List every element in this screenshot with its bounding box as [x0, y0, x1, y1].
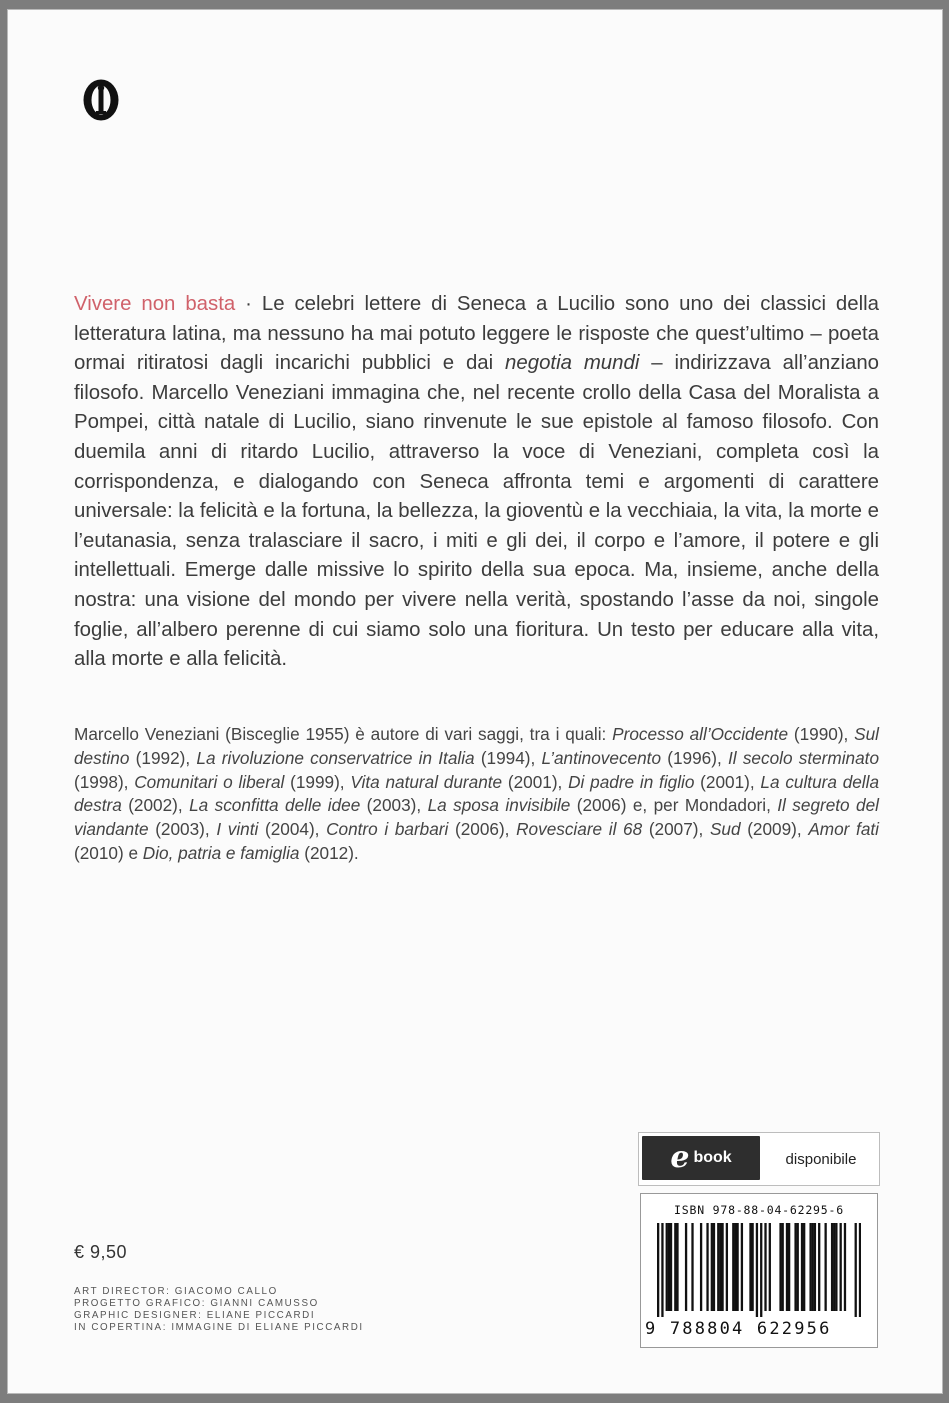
ebook-word: book	[693, 1149, 732, 1166]
barcode-bar	[661, 1223, 663, 1317]
work-title: Il secolo sterminato	[727, 747, 879, 768]
synopsis-text-1: Le celebri lettere di Seneca a Lucilio sono uno dei classici della letteratura latina, ma nessuno ha mai potuto leggere le risposte che quest’ultimo – poeta ormai ritiratosi dagli incarichi pubblici e dai	[74, 293, 879, 375]
work-title: L’antinovecento	[541, 747, 662, 768]
title-separator: ·	[235, 293, 262, 315]
book-back-cover	[8, 10, 942, 1393]
barcode-bar	[719, 1223, 721, 1311]
barcode-bar	[855, 1223, 857, 1317]
work-year: (1999),	[284, 771, 351, 792]
barcode-bar	[691, 1223, 693, 1311]
barcode-bars	[657, 1223, 861, 1317]
work-year: (2010) e	[74, 842, 143, 863]
barcode-bar	[764, 1223, 766, 1311]
isbn-label: ISBN 978-88-04-62295-6	[674, 1203, 844, 1217]
work-title: Sul destino	[74, 724, 879, 768]
work-year: (2004),	[258, 819, 327, 840]
credit-art-director: ART DIRECTOR: GIACOMO CALLO	[74, 1286, 278, 1297]
barcode-bar	[706, 1223, 708, 1311]
work-title: Di padre in figlio	[568, 771, 695, 792]
work-year: (1996),	[661, 747, 728, 768]
work-title: Il segreto del viandante	[74, 795, 879, 840]
barcode-bar	[835, 1223, 837, 1311]
barcode-bar	[676, 1223, 678, 1311]
barcode-bar	[670, 1223, 672, 1311]
barcode-bar	[814, 1223, 816, 1311]
barcode-bar	[831, 1223, 833, 1311]
author-bio	[74, 723, 879, 866]
ebook-e-letter: e	[670, 1140, 690, 1175]
work-year: (2002),	[121, 795, 190, 816]
credit-graphic-designer: GRAPHIC DESIGNER: ELIANE PICCARDI	[74, 1310, 316, 1321]
synopsis-italic: negotia mundi	[505, 352, 640, 375]
work-title: Vita natural durante	[350, 771, 503, 792]
barcode-bar	[756, 1223, 758, 1317]
work-year: (2001),	[502, 771, 569, 792]
work-title: Processo all’Occidente	[612, 724, 789, 744]
barcode-bar	[666, 1223, 668, 1311]
barcode-bar	[749, 1223, 751, 1311]
barcode-bar	[734, 1223, 736, 1311]
credit-graphic-project: PROGETTO GRAFICO: GIANNI CAMUSSO	[74, 1298, 319, 1309]
work-year: (1990),	[788, 724, 855, 744]
work-title: I vinti	[216, 819, 259, 840]
work-year: (1992),	[129, 747, 197, 768]
barcode-bar	[674, 1223, 676, 1311]
barcode-bar	[786, 1223, 788, 1311]
work-year: (2001),	[694, 771, 761, 792]
barcode-bar	[824, 1223, 826, 1311]
barcode-bar	[713, 1223, 715, 1311]
barcode-bar	[788, 1223, 790, 1311]
barcode-bar	[741, 1223, 743, 1311]
work-title: Contro i barbari	[326, 819, 449, 840]
ebook-availability: disponibile	[785, 1150, 857, 1168]
work-year: (2012).	[299, 842, 359, 863]
work-title: La sconfitta delle idee	[189, 795, 361, 816]
barcode-bar	[840, 1223, 842, 1311]
work-year: (2006) e, per Mondadori,	[570, 795, 778, 816]
barcode-bar	[700, 1223, 702, 1311]
isbn-barcode	[640, 1193, 878, 1348]
credit-cover-image: IN COPERTINA: IMMAGINE DI ELIANE PICCARDI	[74, 1322, 364, 1333]
credits	[74, 1286, 364, 1334]
barcode-bar	[809, 1223, 811, 1311]
book-title: Vivere non basta	[74, 293, 236, 315]
barcode-bar	[797, 1223, 799, 1311]
work-title: Rovesciare il 68	[516, 819, 643, 840]
work-year: (2009),	[740, 819, 809, 840]
barcode-bar	[801, 1223, 803, 1311]
work-year: (1994),	[474, 747, 542, 768]
barcode-bar	[794, 1223, 796, 1311]
barcode-bar	[717, 1223, 719, 1311]
barcode-bar	[859, 1223, 861, 1317]
barcode-bar	[803, 1223, 805, 1311]
barcode-bar	[726, 1223, 728, 1311]
ebook-logo	[642, 1136, 760, 1180]
ebook-badge	[638, 1132, 880, 1186]
work-title: Comunitari o liberal	[134, 771, 285, 792]
work-title: La rivoluzione conservatrice in Italia	[196, 747, 475, 768]
work-year: (2006),	[448, 819, 517, 840]
work-title: La sposa invisibile	[427, 795, 571, 816]
barcode-digits: 9 788804 622956	[645, 1319, 832, 1339]
barcode-bar	[736, 1223, 738, 1311]
work-title: Amor fati	[808, 819, 879, 840]
work-title: Sud	[709, 819, 741, 840]
synopsis-text-2: – indirizzava all’anziano filosofo. Marcello Veneziani immagina che, nel recente crollo della Casa del Moralista a Pompei, città natale di Lucilio, siano rinvenute le sue epistole al famoso filosofo. Con duemila anni di ritardo Lucilio, attraverso la voce di Veneziani, completa così la corrispondenza, e dialogando con Seneca affronta temi e argomenti di carattere universale: la felicità e la fortuna, la bellezza, la gioventù e la vecchiaia, la vita, la morte e l’eutanasia, senza tralasciare il sacro, i miti e gli dei, il corpo e l’amore, il potere e gli intellettuali. Emerge dalle missive lo spirito della sua epoca. Ma, insieme, anche della nostra: una visione del mondo per vivere nella verità, spostando l’asse da noi, singole foglie, all’albero perenne di cui siamo solo una fioritura. Un testo per educare alla vita, alla morte e alla felicità.	[74, 352, 879, 671]
work-title: Dio, patria e famiglia	[142, 842, 300, 863]
work-year: (1998),	[74, 771, 135, 792]
price: € 9,50	[74, 1242, 128, 1262]
barcode-bar	[751, 1223, 753, 1311]
barcode-bar	[711, 1223, 713, 1311]
barcode-bar	[668, 1223, 670, 1311]
work-year: (2003),	[360, 795, 428, 816]
barcode-bar	[685, 1223, 687, 1311]
work-year: (2007),	[642, 819, 710, 840]
barcode-bar	[833, 1223, 835, 1311]
author-bio-intro: Marcello Veneziani (Bisceglie 1955) è autore di vari saggi, tra i quali:	[74, 724, 613, 744]
work-title: La cultura della destra	[74, 771, 880, 816]
barcode-bar	[844, 1223, 846, 1311]
barcode-bar	[732, 1223, 734, 1311]
barcode-bar	[812, 1223, 814, 1311]
barcode-bar	[721, 1223, 723, 1311]
barcode-bar	[760, 1223, 762, 1317]
synopsis	[74, 290, 879, 675]
barcode-bar	[769, 1223, 771, 1311]
work-year: (2003),	[148, 819, 217, 840]
publisher-logo	[74, 77, 130, 123]
author-works	[74, 724, 879, 863]
barcode-bar	[782, 1223, 784, 1311]
barcode-bar	[779, 1223, 781, 1311]
barcode-bar	[818, 1223, 820, 1311]
barcode-bar	[657, 1223, 659, 1317]
